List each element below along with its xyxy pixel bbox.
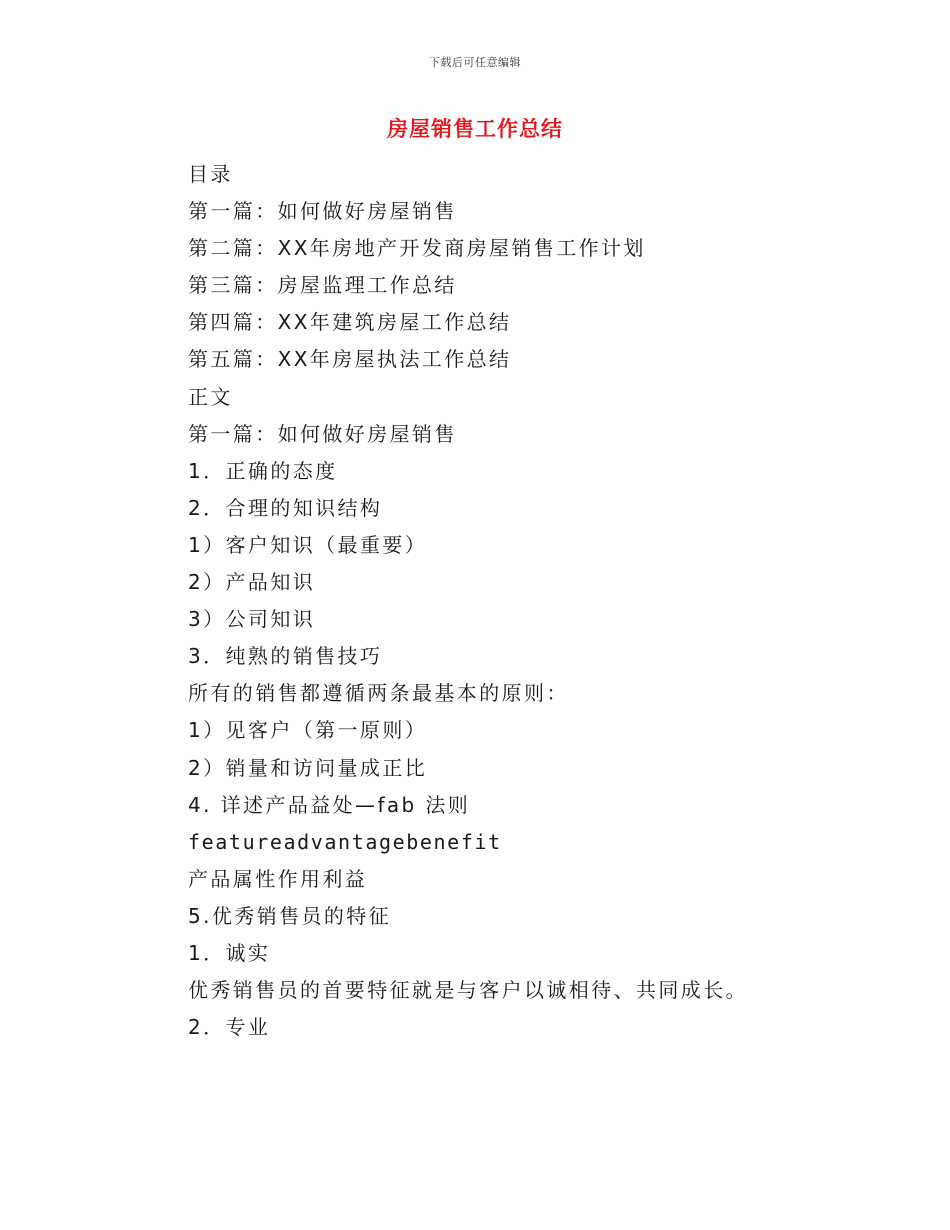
document-body [188,156,908,1046]
document-title: 房屋销售工作总结 [387,117,563,141]
page-header-note: 下载后可任意编辑 [429,56,521,69]
body-line: featureadvantagebenefit [188,829,502,854]
body-line: 1）见客户（第一原则） [188,718,428,743]
body-line: 1．正确的态度 [188,458,338,483]
toc-item-2: 第二篇：XX年房地产开发商房屋销售工作计划 [188,236,646,261]
body-line: 2）产品知识 [188,570,316,595]
toc-heading: 目录 [188,162,233,186]
toc-item-3: 第三篇：房屋监理工作总结 [188,273,457,298]
toc-item-5: 第五篇：XX年房屋执法工作总结 [188,347,512,372]
body-line: 3．纯熟的销售技巧 [188,644,383,669]
section-heading: 第一篇：如何做好房屋销售 [188,421,457,446]
body-line: 优秀销售员的首要特征就是与客户以诚相待、共同成长。 [188,978,748,1003]
body-line: 所有的销售都遵循两条最基本的原则： [188,681,569,706]
toc-item-4: 第四篇：XX年建筑房屋工作总结 [188,310,512,335]
body-line: 5.优秀销售员的特征 [188,903,392,928]
body-line: 2）销量和访问量成正比 [188,755,428,780]
body-line: 4. 详述产品益处—fab 法则 [188,792,471,817]
body-line: 1）客户知识（最重要） [188,532,428,557]
toc-item-1: 第一篇：如何做好房屋销售 [188,199,457,224]
body-heading: 正文 [188,384,233,409]
body-line: 3）公司知识 [188,607,316,632]
body-line: 2．合理的知识结构 [188,495,383,520]
body-line: 2．专业 [188,1015,271,1040]
body-line: 产品属性作用利益 [188,866,368,891]
body-line: 1．诚实 [188,940,271,965]
